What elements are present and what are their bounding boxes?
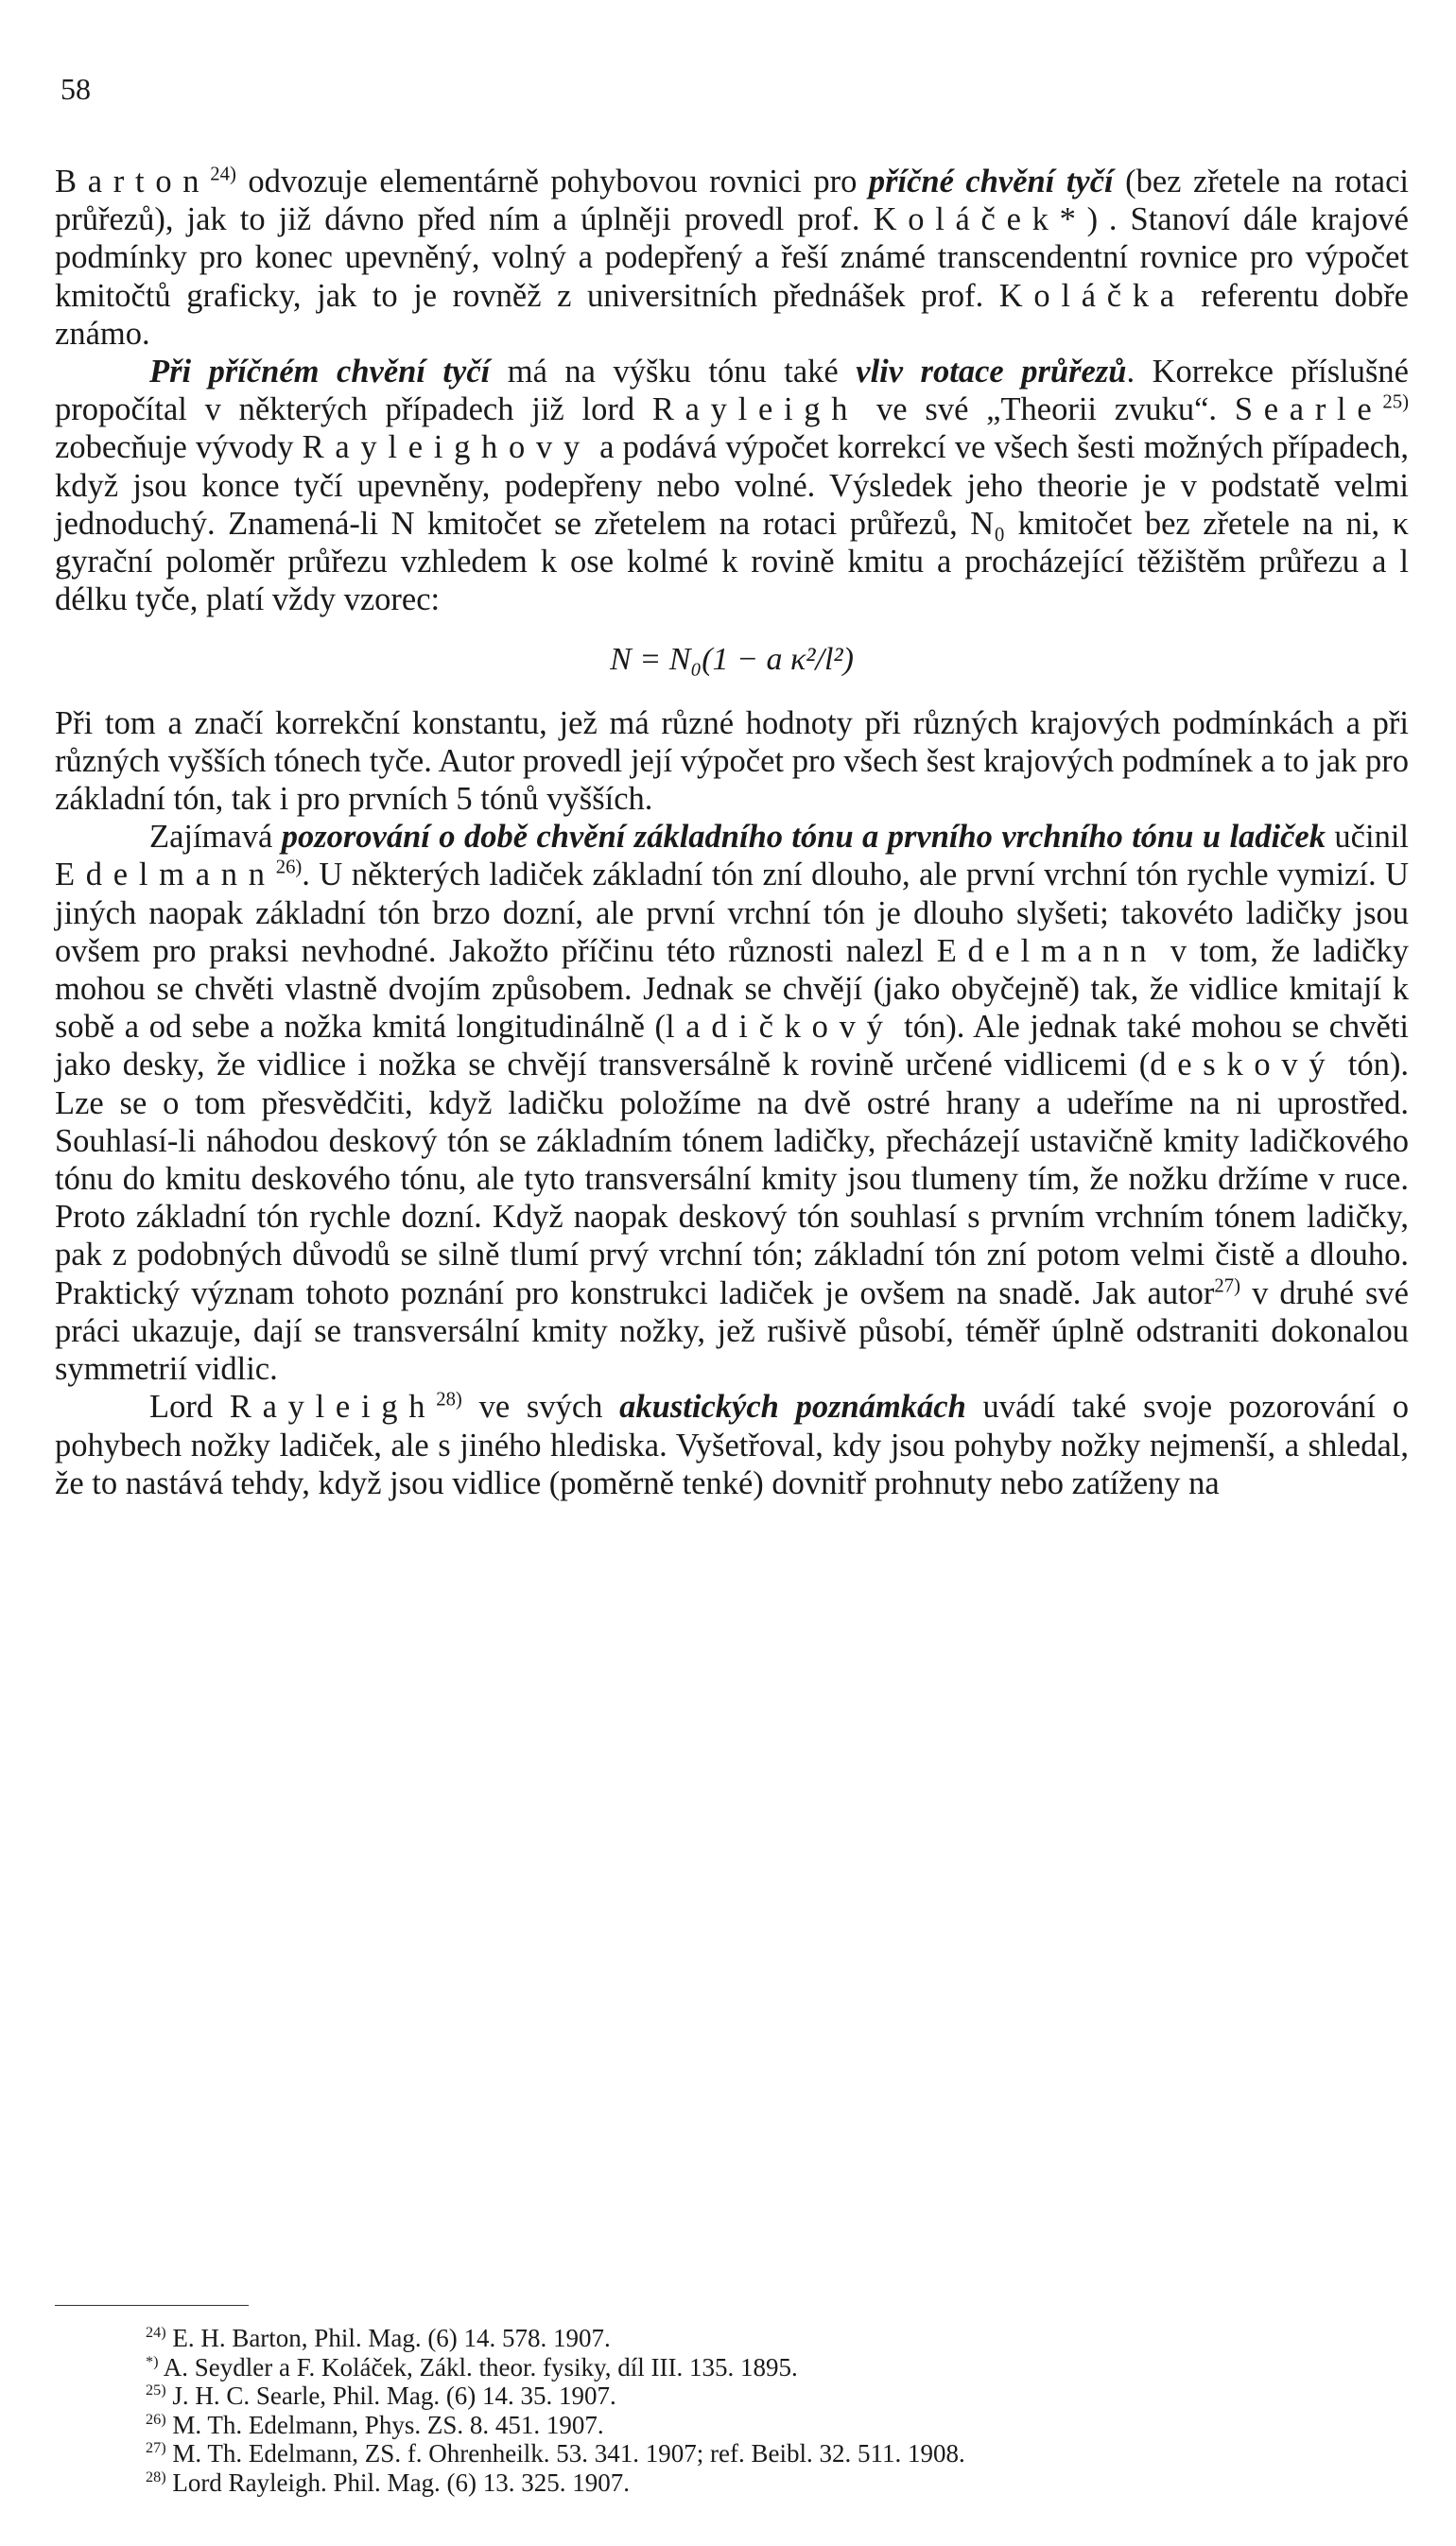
emphasized-text: Při příčném chvění tyčí [149, 354, 491, 390]
footnote-ref: 24) [210, 164, 236, 185]
text-run: odvozuje elementárně pohybovou rovnici pro [235, 164, 869, 199]
text-run: ve své „Theorii zvuku“. [858, 391, 1235, 428]
footnote-ref: 28) [436, 1389, 462, 1411]
emphasized-text: pozorování o době chvění základního tónu a prvního vrchního tónu u ladiček [281, 819, 1326, 856]
text-run: Lord [149, 1389, 230, 1426]
text-run: Koláčka [998, 277, 1186, 314]
text-run: Rayleigh [229, 1389, 437, 1426]
footnote-mark: 25) [146, 2381, 166, 2399]
footnote-text: J. H. C. Searle, Phil. Mag. (6) 14. 35. 1907. [165, 2381, 616, 2410]
paragraph [55, 704, 1409, 819]
footnote-text: M. Th. Edelmann, Phys. ZS. 8. 451. 1907. [165, 2410, 604, 2439]
page-number: 58 [61, 72, 91, 106]
footnote-text: M. Th. Edelmann, ZS. f. Ohrenheilk. 53. 341. 1907; ref. Beibl. 32. 511. 1908. [165, 2439, 965, 2468]
paragraph [55, 163, 1409, 353]
text-run: Rayleigh [651, 391, 859, 428]
footnote-mark: 28) [146, 2468, 166, 2485]
text-run: deskový [1150, 1047, 1337, 1083]
text-run: Při tom a značí korrekční konstantu, jež má různé hodnoty při různých krajových podmínkách a při různých vyšších tónech tyče. Autor provedl její výpočet pro všech šest krajových podmínek a to jak pro základní tón, tak i pro prvních 5 tónů vyšších. [55, 704, 1409, 818]
text-run: Zajímavá [149, 819, 282, 856]
text-run: tón). Lze se o tom přesvědčiti, když ladičku položíme na dvě ostré hrany a udeříme na ni uprostřed. Souhlasí-li náhodou deskový tón se základním tónem ladičky, přecházejí ustavičně kmity ladičkového tónu do kmitu deskového tónu, ale tyto transversální kmity jsou tlumeny tím, že nožku držíme v ruce. Proto základní tón rychle dozní. Když naopak deskový tón souhlasí s prvním vrchním tónem ladičky, pak z podobných důvodů se silně tlumí prvý vrchní tón; základní tón zní potom velmi čistě a dlouho. Praktický význam tohoto poznání pro konstrukci ladiček je ovšem na snadě. Jak autor [55, 1047, 1409, 1311]
footnote [55, 2411, 1409, 2440]
footnote-ref: 27) [1214, 1275, 1240, 1297]
text-run: ve svých [461, 1389, 620, 1426]
footnote-ref: 25) [1382, 391, 1409, 413]
footnote [55, 2324, 1409, 2353]
text-run: Edelmann [936, 932, 1158, 969]
text-run: Barton [55, 164, 211, 199]
text-run: v druhé své práci ukazuje, dají se transversální kmity nožky, jež rušivě působí, téměř úplně odstraniti dokonalou symmetrií vidlic. [55, 1274, 1409, 1388]
footnote [55, 2468, 1409, 2498]
text-run: zobecňuje vývody [55, 429, 303, 466]
body-text [55, 163, 1409, 1502]
text-run: v tom, že ladičky mohou se chvěti vlastně dvojím způsobem. Jednak se chvějí (jako obyčejně) tak, že vidlice kmitají k sobě a od sebe a nožka kmitá longitudinálně ( [55, 932, 1409, 1046]
emphasized-text: akustických poznámkách [619, 1389, 966, 1426]
text-run: Edelmann [55, 857, 276, 893]
paragraph [55, 353, 1409, 618]
footnote-rule [55, 2305, 249, 2306]
text-run: uvádí také svoje pozorování o pohybech nožky ladiček, ale s jiného hlediska. Vyšetřoval, kdy jsou pohyby nožky nejmenší, a shledal, že to nastává tehdy, když jsou vidlice (poměrně tenké) dovnitř prohnuty nebo zatíženy na [55, 1389, 1409, 1501]
text-run: má na výšku tónu také [490, 354, 857, 390]
footnote [55, 2353, 1409, 2382]
footnote-mark: 27) [146, 2439, 166, 2456]
footnote-mark: *) [146, 2352, 159, 2370]
footnote [55, 2439, 1409, 2468]
text-run: a podává výpočet korrekcí ve všech šesti možných případech, když jsou konce tyčí upevněny, podepřeny nebo volné. Výsledek jeho theorie je v podstatě velmi jednoduchý. Znamená-li N kmitočet se zřetelem na rotaci průřezů, N₀ kmitočet bez zřetele na ni, κ gyrační poloměr průřezu vzhledem k ose kolmé k rovině kmitu a procházející těžištěm průřezu a l délku tyče, platí vždy vzorec: [55, 429, 1409, 618]
footnote-mark: 24) [146, 2324, 166, 2341]
text-run: . Stanoví dále krajové podmínky pro konec upevněný, volný a podepřený a řeší známé transcendentní rovnice pro výpočet kmitočtů graficky, jak to je rovněž z universitních přednášek prof. [55, 201, 1409, 314]
emphasized-text: příčné chvění tyčí [868, 164, 1114, 199]
text-run: Koláček*) [873, 201, 1109, 238]
footnotes [55, 2324, 1409, 2497]
text-run: (bez zřetele na rotaci průřezů), jak to již dávno před ním a úplněji provedl prof. [55, 164, 1409, 238]
paragraph [55, 818, 1409, 1388]
text-run: Searle [1234, 391, 1383, 428]
text-run: ladičkový [665, 1009, 894, 1046]
footnote-text: A. Seydler a F. Koláček, Zákl. theor. fysiky, díl III. 135. 1895. [158, 2352, 798, 2381]
text-run: . U některých ladiček základní tón zní dlouho, ale první vrchní tón rychle vymizí. U jiných naopak základní tón brzo dozní, ale první vrchní tón je dlouho slyšeti; takovéto ladičky jsou ovšem pro praksi nevhodné. Jakožto příčinu této různosti nalezl [55, 857, 1409, 969]
footnote-text: E. H. Barton, Phil. Mag. (6) 14. 578. 1907. [165, 2324, 611, 2352]
text-run: . Korrekce příslušné propočítal v některých případech již lord [55, 354, 1409, 428]
formula: N = N₀(1 − a κ²/l²) [610, 642, 854, 678]
paragraph [55, 1388, 1409, 1502]
text-run: Rayleighovy [302, 429, 591, 466]
emphasized-text: vliv rotace průřezů [856, 354, 1127, 390]
footnote-mark: 26) [146, 2410, 166, 2428]
text-run: učinil [1326, 819, 1409, 856]
text-run: referentu dobře známo. [55, 277, 1409, 352]
footnote-ref: 26) [275, 857, 303, 878]
footnote-text: Lord Rayleigh. Phil. Mag. (6) 13. 325. 1907. [165, 2468, 631, 2497]
footnote [55, 2381, 1409, 2411]
text-run: tón). Ale jednak také mohou se chvěti jako desky, že vidlice i nožka se chvějí transversálně k rovině určené vidlicemi ( [55, 1009, 1409, 1083]
